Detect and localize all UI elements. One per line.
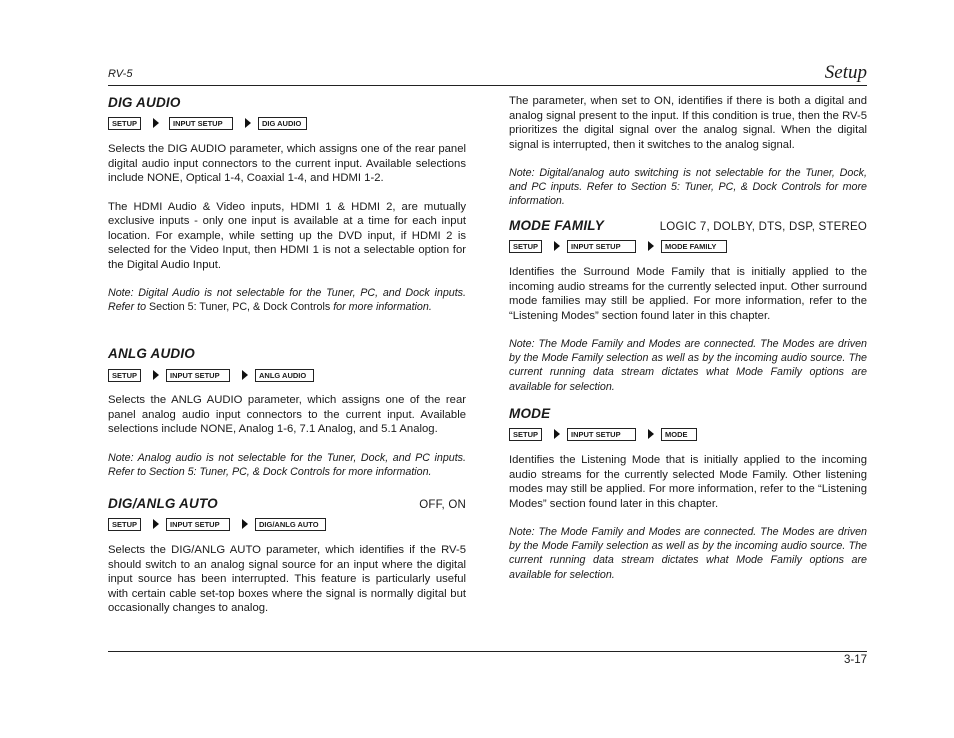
- note: Note: Analog audio is not selectable for the Tuner, Dock, and PC inputs. Refer to Section 5: Tuner, PC, & Dock Controls for more information.: [108, 451, 466, 478]
- path-item: MODE FAMILY: [661, 240, 727, 253]
- mode-family-section: [509, 218, 867, 394]
- anlg-audio-section: [108, 346, 466, 479]
- menu-path: [509, 427, 867, 441]
- paragraph: Selects the DIG AUDIO parameter, which assigns one of the rear panel digital audio input connectors to the current input. Available selections include NONE, Optical 1-4, Coaxial 1-4, and HDMI 1-2.: [108, 143, 466, 184]
- arrow-right-icon: [245, 118, 251, 128]
- path-item: DIG AUDIO: [258, 117, 307, 130]
- arrow-right-icon: [242, 370, 248, 380]
- path-item: INPUT SETUP: [169, 117, 233, 130]
- paragraph: Identifies the Listening Mode that is initially applied to the incoming audio streams for the currently selected Mode Family. Other listening modes may still be applied. For more information, refer to the “Listening Modes” section found later in this chapter.: [509, 454, 867, 510]
- heading-title: MODE FAMILY: [509, 218, 604, 233]
- paragraph: The HDMI Audio & Video inputs, HDMI 1 & HDMI 2, are mutually exclusive inputs - only one input is available at a time for each input location. For example, while setting up the DVD input, if HDMI 2 is selected for the Video Input, then HDMI 1 is not a selectable option for the Digital Audio Input.: [108, 200, 466, 271]
- path-item: SETUP: [509, 428, 542, 441]
- arrow-right-icon: [554, 429, 560, 439]
- model-label: RV-5: [108, 68, 133, 80]
- paragraph: Identifies the Surround Mode Family that is initially applied to the incoming audio streams for the currently selected input. Other surround mode families may still be applied. For more information, refer to the “Listening Modes” section found later in this chapter.: [509, 266, 867, 322]
- options-list: OFF, ON: [419, 499, 466, 511]
- path-item: INPUT SETUP: [166, 369, 230, 382]
- path-item: SETUP: [509, 240, 542, 253]
- options-list: LOGIC 7, DOLBY, DTS, DSP, STEREO: [659, 221, 867, 233]
- mode-section: [509, 406, 867, 582]
- note-text: for more information.: [333, 301, 432, 314]
- heading-title: DIG/ANLG AUTO: [108, 496, 218, 511]
- page-number: 3-17: [843, 654, 867, 666]
- arrow-right-icon: [153, 118, 159, 128]
- path-item: SETUP: [108, 518, 141, 531]
- paragraph: Selects the ANLG AUDIO parameter, which assigns one of the rear panel analog audio input connectors to the current input. Available selections include NONE, Analog 1-6, 7.1 Analog, and 5.1 Analog.: [108, 394, 466, 435]
- section-title: Setup: [824, 62, 867, 83]
- heading-title: DIG AUDIO: [108, 95, 181, 110]
- section-heading: [108, 95, 466, 110]
- menu-path: [108, 116, 466, 130]
- arrow-right-icon: [648, 241, 654, 251]
- dig-audio-section: [108, 95, 466, 314]
- arrow-right-icon: [153, 519, 159, 529]
- dig-anlg-auto-section: [108, 496, 466, 616]
- menu-path: [108, 517, 466, 531]
- note-reference: Section 5: Tuner, PC, & Dock Controls: [149, 301, 331, 314]
- note: Note: Digital/analog auto switching is not selectable for the Tuner, Dock, and PC inputs. Refer to Section 5: Tuner, PC, & Dock Controls for more information.: [509, 167, 867, 208]
- header-divider: [108, 85, 867, 86]
- path-item: ANLG AUDIO: [255, 369, 314, 382]
- paragraph: The parameter, when set to ON, identifies if there is both a digital and analog signal present to the input. If this condition is true, then the RV-5 prioritizes the digital signal over the analog signal. When the digital signal is interrupted, then it switches to the analog signal.: [509, 95, 867, 151]
- paragraph: Selects the DIG/ANLG AUTO parameter, which identifies if the RV-5 should switch to an analog signal source for an input where the digital input source has been interrupted. This feature is particularly useful with certain cable set-top boxes where the signal is normally digital but occasionally changes to analog.: [108, 544, 466, 614]
- heading-title: ANLG AUDIO: [108, 346, 195, 361]
- path-item: INPUT SETUP: [567, 428, 636, 441]
- menu-path: [509, 239, 867, 253]
- path-item: INPUT SETUP: [567, 240, 636, 253]
- section-heading: [108, 346, 466, 361]
- note: Note: The Mode Family and Modes are connected. The Modes are driven by the Mode Family selection as well as by the incoming audio source. The current running data stream dictates what Mode Family options are available for selection.: [509, 338, 867, 393]
- path-item: MODE: [661, 428, 697, 441]
- heading-title: MODE: [509, 406, 551, 421]
- menu-path: [108, 368, 466, 382]
- arrow-right-icon: [153, 370, 159, 380]
- footer-divider: [108, 651, 867, 652]
- section-heading: [108, 496, 466, 511]
- arrow-right-icon: [648, 429, 654, 439]
- path-item: DIG/ANLG AUTO: [255, 518, 326, 531]
- note-text: Note: Digital Audio is not selectable for the Tuner, PC, and Dock inputs. Refer to: [108, 287, 466, 314]
- section-heading: [509, 218, 867, 233]
- path-item: INPUT SETUP: [166, 518, 230, 531]
- auto-switch-description: [509, 94, 867, 209]
- section-heading: [509, 406, 867, 421]
- note: Note: The Mode Family and Modes are connected. The Modes are driven by the Mode Family selection as well as by the incoming audio source. The current running data stream dictates what Mode Family options are available for selection.: [509, 526, 867, 581]
- note: [108, 286, 466, 314]
- path-item: SETUP: [108, 369, 141, 382]
- path-item: SETUP: [108, 117, 141, 130]
- arrow-right-icon: [554, 241, 560, 251]
- arrow-right-icon: [242, 519, 248, 529]
